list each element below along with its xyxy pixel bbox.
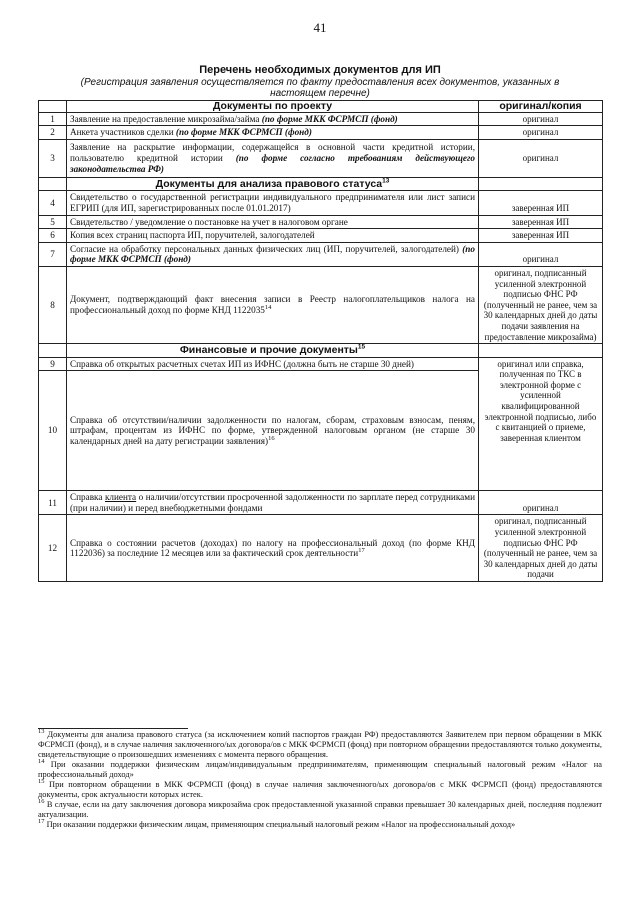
row-status: заверенная ИП — [479, 215, 603, 229]
row-status: оригинал — [479, 112, 603, 126]
table-row — [39, 266, 603, 343]
row-number: 4 — [39, 191, 67, 215]
row-text: Свидетельство о государственной регистрации индивидуального предпринимателя или лист записи ЕГРИП (для ИП, зарегистрированных после 01.01.2017) — [67, 191, 479, 215]
table-row — [39, 126, 603, 140]
table-row — [39, 139, 603, 177]
row-number: 10 — [39, 371, 67, 491]
table-row — [39, 491, 603, 515]
header-num-cell — [39, 101, 67, 113]
row-number: 3 — [39, 139, 67, 177]
row-number: 11 — [39, 491, 67, 515]
footnote-separator — [38, 728, 188, 729]
row-number: 8 — [39, 266, 67, 343]
section-row — [39, 177, 603, 191]
row-number: 9 — [39, 357, 67, 371]
footnote: $^{14}$ При оказании поддержки физическим лицам/индивидуальным предпринимателям, применяющим специальный налоговый режим «Налог на профессиональный доход» — [38, 758, 602, 779]
row-status: оригинал, подписанный усиленной электронной подписью ФНС РФ (полученный не ранее, чем за 30 календарных дней до даты подачи заявления на предоставление микрозайма) — [479, 266, 603, 343]
row-status: оригинал — [479, 491, 603, 515]
row-text: Справка об открытых расчетных счетах ИП из ИФНС (должна быть не старше 30 дней) — [67, 357, 479, 371]
section-title: Документы для анализа правового статуса$^{13}$ — [67, 177, 479, 191]
row-status: заверенная ИП — [479, 229, 603, 243]
row-status: оригинал — [479, 126, 603, 140]
section-row — [39, 344, 603, 358]
row-text: Анкета участников сделки (по форме МКК ФСРМСП (фонд) — [67, 126, 479, 140]
footnote: $^{15}$ При повторном обращении в МКК ФСРМСП (фонд) в случае наличия заключенного/ых договора/ов с МКК ФСРМСП (фонд) предоставляются документы, срок актуальности которых истек. — [38, 778, 602, 799]
section-title: Финансовые и прочие документы$^{15}$ — [67, 344, 479, 358]
row-text: Документ, подтверждающий факт внесения записи в Реестр налогоплательщиков налога на профессиональный доход по форме КНД 1122035$^{14}$ — [67, 266, 479, 343]
footnote: $^{16}$ В случае, если на дату заключения договора микрозайма срок предоставленной указанной справки превышает 30 календарных дней, последняя подлежит актуализации. — [38, 798, 602, 819]
table-header-row — [39, 101, 603, 113]
table-row — [39, 215, 603, 229]
table-row — [39, 229, 603, 243]
row-number: 12 — [39, 515, 67, 582]
page-number: 41 — [313, 20, 327, 35]
row-status: оригинал, подписанный усиленной электронной подписью ФНС РФ (полученный не ранее, чем за 30 календарных дней до даты подачи — [479, 515, 603, 582]
row-number: 7 — [39, 242, 67, 266]
documents-table — [38, 100, 603, 582]
row-text: Копия всех страниц паспорта ИП, поручителей, залогодателей — [67, 229, 479, 243]
header-docs: Документы по проекту — [67, 101, 479, 113]
table-row — [39, 242, 603, 266]
row-text: Заявление на раскрытие информации, содержащейся в основной части кредитной истории, пользователю кредитной истории (по форме согласно требованиям действующего законодательства РФ) — [67, 139, 479, 177]
row-text: Свидетельство / уведомление о постановке на учет в налоговом органе — [67, 215, 479, 229]
table-row — [39, 515, 603, 582]
row-status: оригинал или справка, полученная по ТКС в электронной форме с усиленной квалифицированной электронной подписью, либо с квитанцией о приеме, заверенная клиентом — [479, 357, 603, 491]
row-status: оригинал — [479, 139, 603, 177]
row-text: Справка о состоянии расчетов (доходах) по налогу на профессиональный доход (по форме КНД 1122036) за последние 12 месяцев или за фактический срок деятельности$^{17}$ — [67, 515, 479, 582]
row-number: 6 — [39, 229, 67, 243]
table-row — [39, 357, 603, 371]
row-number: 1 — [39, 112, 67, 126]
footnote: $^{17}$ При оказании поддержки физическим лицам, применяющим специальный налоговый режим «Налог на профессиональный доход» — [38, 818, 516, 829]
footnotes — [38, 730, 602, 830]
row-text: Справка об отсутствии/наличии задолженности по налогам, сборам, страховым взносам, пеням, штрафам, процентам из ИФНС по форме, утвержденной налоговым органом (не старше 30 календарных дней на дату регистрации заявления)$^{16}$ — [67, 371, 479, 491]
row-text: Согласие на обработку персональных данных физических лиц (ИП, поручителей, залогодателей) (по форме МКК ФСРМСП (фонд) — [67, 242, 479, 266]
row-number: 2 — [39, 126, 67, 140]
table-row — [39, 112, 603, 126]
row-status: оригинал — [479, 242, 603, 266]
row-number: 5 — [39, 215, 67, 229]
row-status: заверенная ИП — [479, 191, 603, 215]
row-text: Заявление на предоставление микрозайма/займа (по форме МКК ФСРМСП (фонд) — [67, 112, 479, 126]
document-subtitle: (Регистрация заявления осуществляется по факту предоставления всех документов, указанных в настоящем перечне) — [80, 77, 560, 99]
document-title: Перечень необходимых документов для ИП — [199, 64, 441, 76]
footnote: $^{13}$ Документы для анализа правового статуса (за исключением копий паспортов граждан РФ) предоставляются Заявителем при первом обращении в МКК ФСРМСП (фонд), и в случае наличия заключенного/ых договора/ов с МКК ФСРМСП (фонд) при повторном обращении предоставляются только документы, свидетельствующие о произошедших изменениях с момента первого обращения. — [38, 728, 602, 759]
table-row — [39, 191, 603, 215]
header-status: оригинал/копия — [479, 101, 603, 113]
row-text: Справка клиента о наличии/отсутствии просроченной задолженности по зарплате перед сотрудниками (при наличии) и перед внебюджетными фондами — [67, 491, 479, 515]
